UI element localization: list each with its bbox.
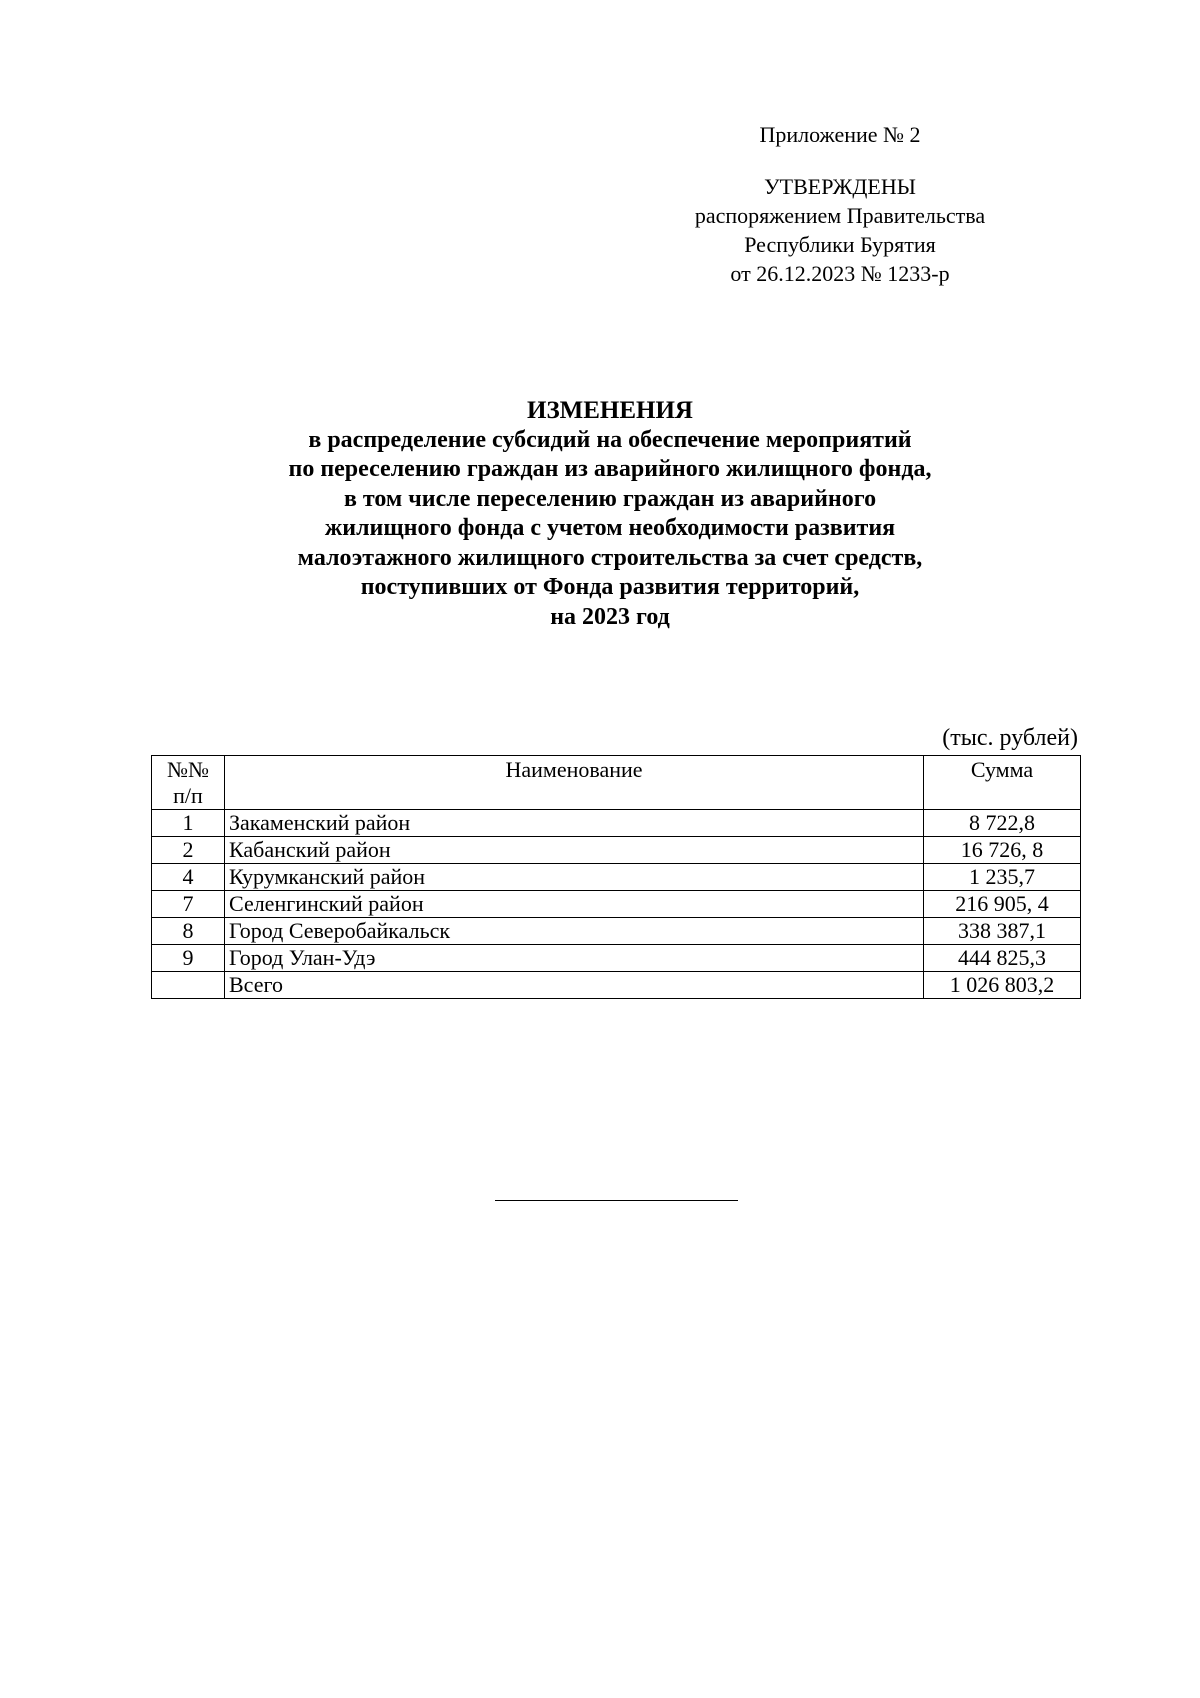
title-line: малоэтажного жилищного строительства за счет средств, — [297, 544, 923, 571]
table-row — [152, 918, 1081, 945]
distribution-table — [151, 755, 1081, 999]
header-num-line1: №№ — [167, 757, 209, 782]
document-title — [150, 396, 1070, 632]
header-sum: Сумма — [924, 756, 1081, 810]
row-num: 8 — [152, 918, 225, 945]
table-row — [152, 810, 1081, 837]
table-row — [152, 891, 1081, 918]
row-sum: 444 825,3 — [924, 945, 1081, 972]
row-num: 2 — [152, 837, 225, 864]
row-num: 4 — [152, 864, 225, 891]
appendix-label: Приложение № 2 — [759, 122, 921, 147]
row-sum: 8 722,8 — [924, 810, 1081, 837]
title-line: поступивших от Фонда развития территорий, — [360, 574, 860, 600]
approved-by-order: распоряжением Правительства — [694, 203, 986, 228]
row-num: 9 — [152, 945, 225, 972]
approval-block — [660, 120, 1020, 288]
units-label: (тыс. рублей) — [942, 725, 1078, 751]
approval-date-number: от 26.12.2023 № 1233-р — [730, 261, 950, 286]
table-row — [152, 945, 1081, 972]
title-line: на 2023 год — [550, 603, 670, 630]
row-sum: 216 905, 4 — [924, 891, 1081, 918]
row-name: Город Улан-Удэ — [225, 945, 924, 972]
row-name: Город Северобайкальск — [225, 918, 924, 945]
table-total-row — [152, 972, 1081, 999]
row-num: 1 — [152, 810, 225, 837]
row-sum: 338 387,1 — [924, 918, 1081, 945]
row-num — [152, 972, 225, 999]
row-name: Селенгинский район — [225, 891, 924, 918]
header-num-line2: п/п — [173, 783, 203, 808]
header-name: Наименование — [225, 756, 924, 810]
approved-label: УТВЕРЖДЕНЫ — [764, 174, 916, 199]
row-name: Кабанский район — [225, 837, 924, 864]
row-name: Закаменский район — [225, 810, 924, 837]
header-num — [152, 756, 225, 810]
title-line: жилищного фонда с учетом необходимости развития — [324, 515, 896, 541]
closing-divider-line — [495, 1200, 738, 1201]
row-name: Всего — [225, 972, 924, 999]
title-line: в распределение субсидий на обеспечение мероприятий — [308, 426, 912, 453]
table-row — [152, 837, 1081, 864]
table-header-row — [152, 756, 1081, 810]
approved-by-republic: Республики Бурятия — [744, 232, 936, 257]
title-main: ИЗМЕНЕНИЯ — [527, 397, 693, 424]
row-sum: 1 026 803,2 — [924, 972, 1081, 999]
row-sum: 1 235,7 — [924, 864, 1081, 891]
row-name: Курумканский район — [225, 864, 924, 891]
row-num: 7 — [152, 891, 225, 918]
table-row — [152, 864, 1081, 891]
title-line: по переселению граждан из аварийного жилищного фонда, — [288, 456, 932, 482]
title-line: в том числе переселению граждан из аварийного — [343, 485, 877, 512]
row-sum: 16 726, 8 — [924, 837, 1081, 864]
